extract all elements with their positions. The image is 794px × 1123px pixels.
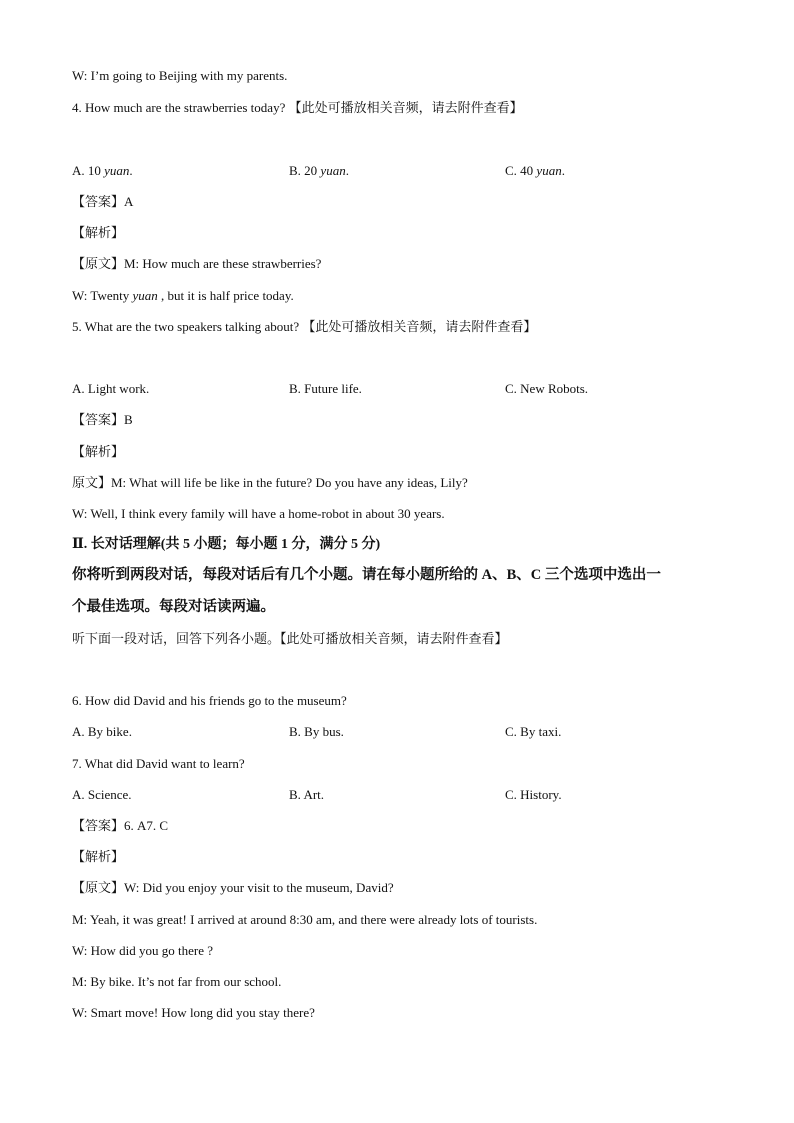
dialogue-line: W: Twenty yuan , but it is half price today. bbox=[72, 288, 294, 303]
option-4b: B. 20 yuan. bbox=[289, 163, 349, 178]
question-5: 5. What are the two speakers talking about? 【此处可播放相关音频，请去附件查看】 bbox=[72, 319, 537, 334]
original-text-6-7: 【原文】W: Did you enjoy your visit to the museum, David? bbox=[72, 880, 394, 895]
option-7a: A. Science. bbox=[72, 787, 132, 802]
option-4c: C. 40 yuan. bbox=[505, 163, 565, 178]
listen-instruction: 听下面一段对话，回答下列各小题。【此处可播放相关音频，请去附件查看】 bbox=[72, 631, 508, 646]
option-6a: A. By bike. bbox=[72, 724, 132, 739]
question-4: 4. How much are the strawberries today? 【此处可播放相关音频，请去附件查看】 bbox=[72, 100, 523, 115]
instructions-line-2: 个最佳选项。每段对话读两遍。 bbox=[72, 599, 275, 615]
dialogue-line: W: Well, I think every family will have a home-robot in about 30 years. bbox=[72, 506, 445, 521]
dialogue-line: W: How did you go there ? bbox=[72, 943, 214, 958]
question-6: 6. How did David and his friends go to the museum? bbox=[72, 693, 347, 708]
analysis-5: 【解析】 bbox=[72, 444, 125, 459]
option-5a: A. Light work. bbox=[72, 381, 150, 396]
option-4a: A. 10 yuan. bbox=[72, 163, 133, 178]
option-6b: B. By bus. bbox=[289, 724, 344, 739]
answer-6-7: 【答案】6. A7. C bbox=[72, 818, 169, 833]
question-7: 7. What did David want to learn? bbox=[72, 756, 245, 771]
original-text-5: 原文】M: What will life be like in the future? Do you have any ideas, Lily? bbox=[72, 475, 468, 490]
option-5c: C. New Robots. bbox=[505, 381, 589, 396]
option-7c: C. History. bbox=[505, 787, 562, 802]
option-6c: C. By taxi. bbox=[505, 724, 562, 739]
analysis-4: 【解析】 bbox=[72, 225, 125, 240]
analysis-6-7: 【解析】 bbox=[72, 849, 125, 864]
answer-4: 【答案】A bbox=[72, 194, 134, 209]
answer-5: 【答案】B bbox=[72, 412, 133, 427]
original-text-4: 【原文】M: How much are these strawberries? bbox=[72, 256, 322, 271]
section-heading: Ⅱ. 长对话理解(共 5 小题；每小题 1 分，满分 5 分) bbox=[72, 537, 381, 552]
dialogue-line: W: Smart move! How long did you stay there? bbox=[72, 1005, 315, 1020]
option-5b: B. Future life. bbox=[289, 381, 362, 396]
dialogue-line: W: I’m going to Beijing with my parents. bbox=[72, 68, 288, 83]
dialogue-line: M: Yeah, it was great! I arrived at around 8:30 am, and there were already lots of tourists. bbox=[72, 912, 538, 927]
instructions-line-1: 你将听到两段对话，每段对话后有几个小题。请在每小题所给的 A、B、C 三个选项中选出一 bbox=[72, 567, 661, 583]
option-7b: B. Art. bbox=[289, 787, 325, 802]
dialogue-line: M: By bike. It’s not far from our school. bbox=[72, 974, 282, 989]
